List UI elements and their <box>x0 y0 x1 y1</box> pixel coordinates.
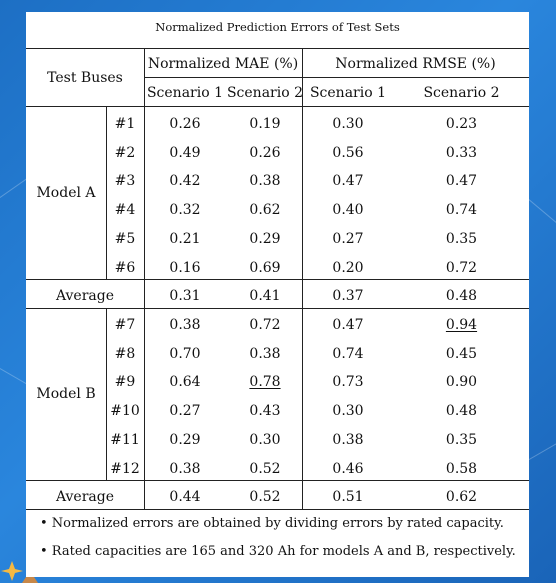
footnote: • Rated capacities are 165 and 320 Ah for models A and B, respectively. <box>40 544 516 559</box>
value-cell: 0.73 <box>332 374 364 391</box>
value-cell: 0.42 <box>169 173 201 190</box>
table-card <box>26 12 529 577</box>
value-cell: 0.27 <box>169 403 201 420</box>
group-label-model-a: Model A <box>36 185 96 201</box>
value-cell: 0.69 <box>249 259 281 276</box>
value-cell: 0.32 <box>169 202 201 219</box>
bus-id: #5 <box>114 230 136 247</box>
bus-id: #2 <box>114 144 136 161</box>
average-value-cell: 0.31 <box>169 288 201 304</box>
model-a-bottom-rule <box>26 279 529 280</box>
header-mae-scenario-2: Scenario 2 <box>226 85 304 101</box>
value-cell: 0.29 <box>249 230 281 247</box>
value-cell: 0.70 <box>169 345 201 362</box>
value-cell: 0.35 <box>445 230 478 247</box>
value-cell: 0.38 <box>169 460 201 477</box>
value-cell: 0.47 <box>332 317 364 333</box>
value-cell: 0.35 <box>445 431 478 448</box>
bus-id: #3 <box>114 173 136 190</box>
average-label: Average <box>55 288 115 304</box>
value-cell: 0.30 <box>332 403 364 420</box>
value-cell: 0.40 <box>332 202 364 219</box>
header-test-buses: Test Buses <box>47 70 123 86</box>
header-rmse-scenario-1: Scenario 1 <box>309 85 387 101</box>
value-cell: 0.48 <box>445 403 478 420</box>
value-cell: 0.56 <box>332 144 364 161</box>
value-cell: 0.47 <box>445 173 478 190</box>
value-cell: 0.26 <box>169 116 201 132</box>
model-b-average-rule <box>26 509 529 510</box>
value-cell: 0.72 <box>249 317 281 333</box>
value-cell: 0.26 <box>249 144 281 161</box>
value-cell: 0.20 <box>332 259 364 276</box>
value-cell: 0.30 <box>249 431 281 448</box>
average-value-cell: 0.51 <box>332 489 364 505</box>
value-cell: 0.29 <box>169 431 201 448</box>
value-cell: 0.38 <box>249 345 281 362</box>
value-cell: 0.64 <box>169 374 201 391</box>
value-cell: 0.38 <box>332 431 364 448</box>
average-value-cell: 0.37 <box>332 288 364 304</box>
model-a-average-rule <box>26 308 529 309</box>
header-rmse: Normalized RMSE (%) <box>335 56 496 72</box>
value-cell: 0.49 <box>169 144 201 161</box>
value-cell: 0.72 <box>445 259 478 276</box>
value-cell: 0.30 <box>332 116 364 132</box>
bus-id: #7 <box>114 317 136 333</box>
value-cell: 0.27 <box>332 230 364 247</box>
bus-id: #11 <box>110 431 140 448</box>
bus-id: #6 <box>114 259 136 276</box>
top-rule <box>26 48 529 49</box>
bus-id: #4 <box>114 202 136 219</box>
value-cell: 0.38 <box>169 317 201 333</box>
bus-id: #10 <box>110 403 140 420</box>
value-cell: 0.45 <box>445 345 478 362</box>
header-bottom-rule <box>26 106 529 107</box>
header-mae: Normalized MAE (%) <box>147 56 299 72</box>
average-value-cell: 0.44 <box>169 489 201 505</box>
bus-id: #1 <box>114 116 136 132</box>
value-cell: 0.74 <box>445 202 478 219</box>
bus-id: #12 <box>110 460 140 477</box>
table-title: Normalized Prediction Errors of Test Sets <box>155 20 400 34</box>
value-cell: 0.78 <box>249 374 281 391</box>
value-cell: 0.58 <box>445 460 478 477</box>
value-cell: 0.47 <box>332 173 364 190</box>
average-label: Average <box>55 489 115 505</box>
model-b-bottom-rule <box>26 480 529 481</box>
value-cell: 0.52 <box>249 460 281 477</box>
value-cell: 0.38 <box>249 173 281 190</box>
value-cell: 0.46 <box>332 460 364 477</box>
footnote: • Normalized errors are obtained by dividing errors by rated capacity. <box>40 516 504 531</box>
header-mae-scenario-1: Scenario 1 <box>146 85 224 101</box>
value-cell: 0.62 <box>249 202 281 219</box>
value-cell: 0.74 <box>332 345 364 362</box>
header-rmse-scenario-2: Scenario 2 <box>423 85 500 101</box>
value-cell: 0.21 <box>169 230 201 247</box>
value-cell: 0.94 <box>445 317 478 333</box>
bus-id: #9 <box>114 374 136 391</box>
average-value-cell: 0.41 <box>249 288 281 304</box>
group-label-model-b: Model B <box>36 386 96 402</box>
value-cell: 0.33 <box>445 144 478 161</box>
bus-id: #8 <box>114 345 136 362</box>
average-value-cell: 0.52 <box>249 489 281 505</box>
value-cell: 0.19 <box>249 116 281 132</box>
value-cell: 0.16 <box>169 259 201 276</box>
value-cell: 0.90 <box>445 374 478 391</box>
average-value-cell: 0.62 <box>445 489 478 505</box>
value-cell: 0.43 <box>249 403 281 420</box>
value-cell: 0.23 <box>445 116 478 132</box>
header-group-rule <box>144 77 529 78</box>
average-value-cell: 0.48 <box>445 288 478 304</box>
